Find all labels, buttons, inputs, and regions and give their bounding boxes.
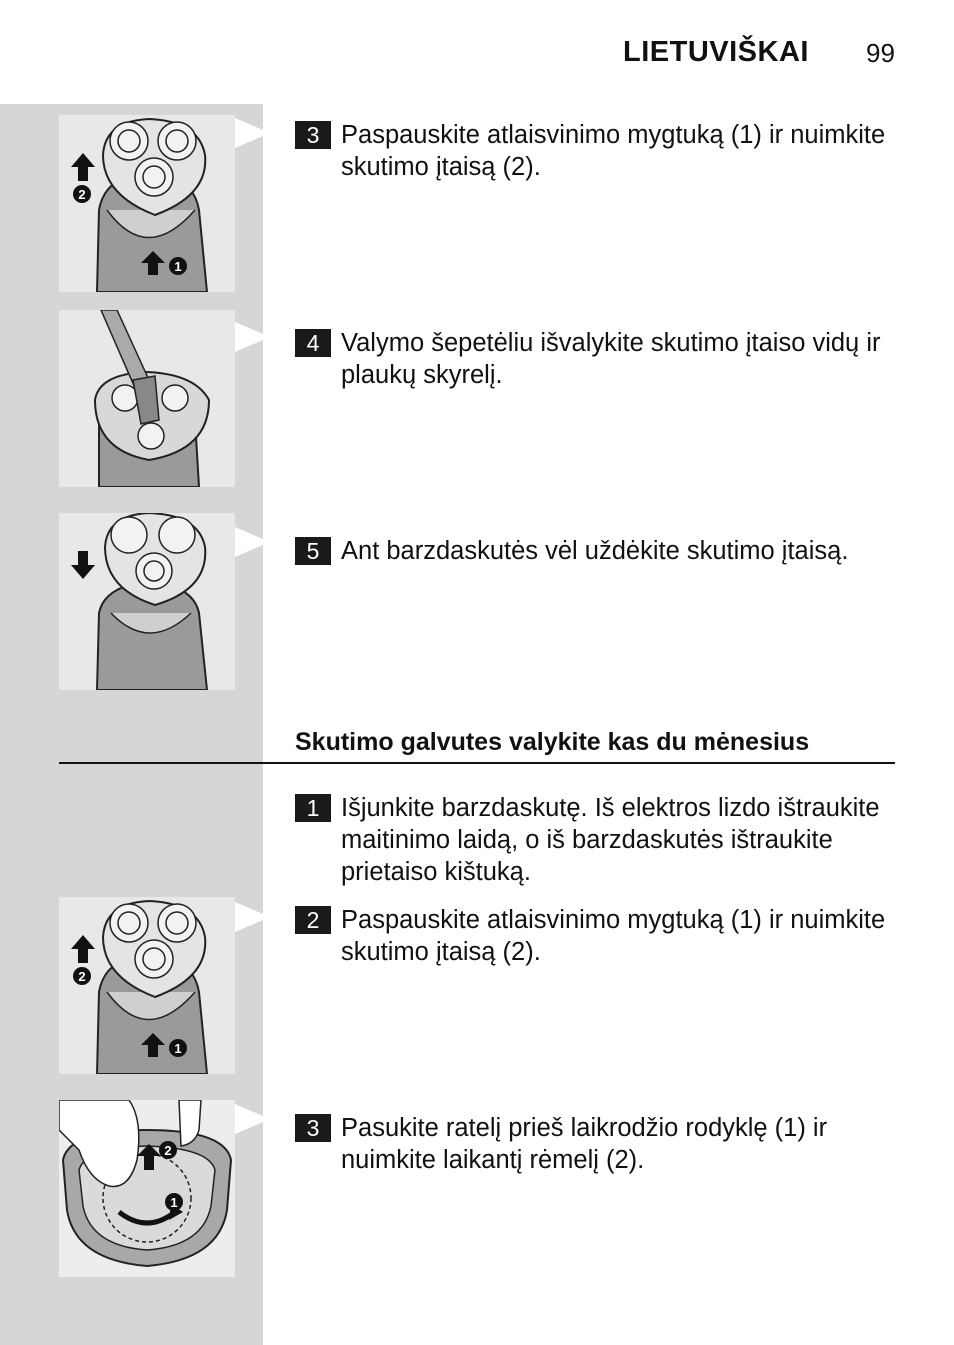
illustration-remove-shaving-unit [59,115,235,292]
step-number: 1 [295,794,331,822]
step-number: 2 [295,906,331,934]
callout-1: 1 [170,1195,178,1210]
step-text: Paspauskite atlaisvinimo mygtuką (1) ir nuimkite skutimo įtaisą (2). [341,906,886,966]
callout-1: 1 [174,259,182,274]
step-text: Pasukite ratelį prieš laikrodžio rodyklę (1) ir nuimkite laikantį rėmelį (2). [341,1114,828,1174]
step-text: Paspauskite atlaisvinimo mygtuką (1) ir nuimkite skutimo įtaisą (2). [341,121,886,181]
step-number: 3 [295,1114,331,1142]
step-number: 5 [295,537,331,565]
callout-2: 2 [164,1143,172,1158]
section-title: Skutimo galvutes valykite kas du mėnesius [295,728,810,756]
step-text: Ant barzdaskutės vėl uždėkite skutimo įtaisą. [341,537,849,565]
step-number: 3 [295,121,331,149]
page-number: 99 [866,38,895,68]
illustration-replace-shaving-unit [59,513,235,690]
section-divider [59,762,895,764]
arrow-down-icon [71,551,95,579]
illustration-remove-shaving-unit-2 [59,897,235,1074]
step-text: Išjunkite barzdaskutę. Iš elektros lizdo ištraukite maitinimo laidą, o iš barzdaskutės ištraukite prietaiso kištuką. [341,794,880,886]
callout-1: 1 [174,1041,182,1056]
step-text: Valymo šepetėliu išvalykite skutimo įtaiso vidų ir plaukų skyrelį. [341,329,881,389]
callout-2: 2 [78,969,86,984]
callout-2: 2 [78,187,86,202]
illustration-brush-cleaning [59,310,235,487]
arrow-up-icon [71,935,95,963]
arrow-up-icon [71,153,95,181]
language-heading: LIETUVIŠKAI [623,36,809,68]
illustration-remove-retaining-frame [59,1100,235,1277]
step-number: 4 [295,329,331,357]
